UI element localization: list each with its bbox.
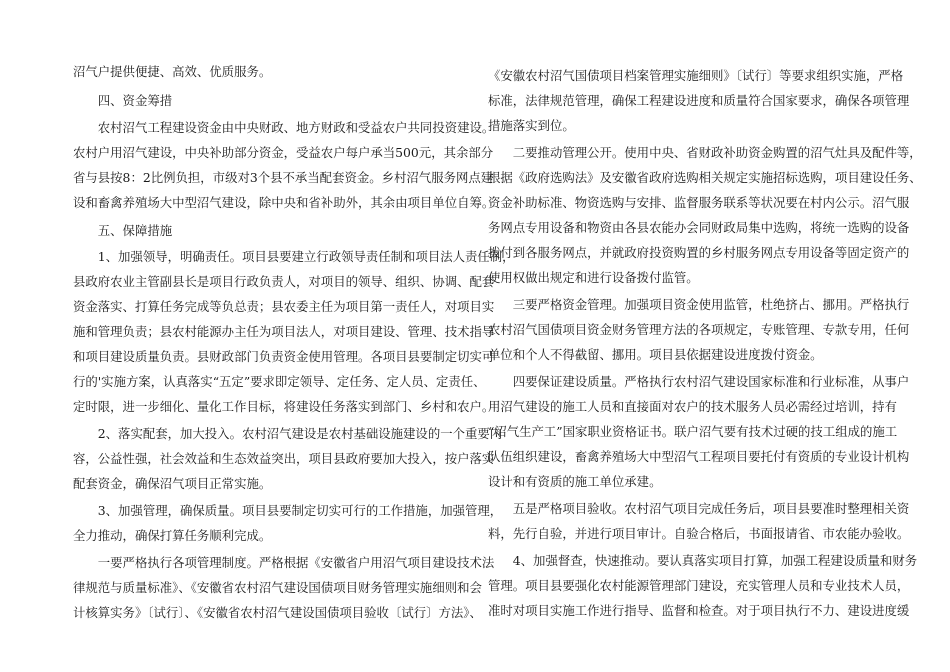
paragraph-line: 三要严格资金管理。加强项目资金使用监管，杜绝挤占、挪用。严格执行 xyxy=(488,297,910,312)
paragraph-line: 拨付到各服务网点，并就政府投资购置的乡村服务网点专用设备等固定资产的 xyxy=(488,245,910,260)
paragraph-line: 4、加强督查，快速推动。要认真落实项目打算，加强工程建设质量和财务 xyxy=(488,553,918,568)
paragraph-line: 二要推动管理公开。使用中央、省财政补助资金购置的沼气灶具及配件等， xyxy=(488,145,922,160)
paragraph-line: 农村户用沼气建设，中央补助部分资金，受益农户每户承当500元，其余部分 xyxy=(73,145,494,160)
paragraph-line: 定时限，进一步细化、量化工作目标，将建设任务落实到部门、乡村和农户。 xyxy=(73,399,495,414)
paragraph-line: 设和畜禽养殖场大中型沼气建设，除中央和省补助外，其余由项目单位自筹。 xyxy=(73,195,495,210)
paragraph-line: 料，先行自验，并进行项目审计。自验合格后，书面报请省、市农能办验收。 xyxy=(488,526,910,541)
paragraph-line: 标准，法律规范管理，确保工程建设进度和质量符合国家要求，确保各项管理 xyxy=(488,93,910,108)
paragraph-line: 律规范与质量标准》、《安徽省农村沼气建设国债项目财务管理实施细则和会 xyxy=(73,580,482,595)
paragraph-line: 农村沼气国债项目资金财务管理方法的各项规定，专账管理、专款专用，任何 xyxy=(488,322,910,337)
paragraph-line: 和项目建设质量负责。县财政部门负责资金使用管理。各项目县要制定切实可 xyxy=(73,349,495,364)
paragraph-line: 农村沼气工程建设资金由中央财政、地方财政和受益农户共同投资建设。 xyxy=(73,120,495,135)
paragraph-line: 1、加强领导，明确责任。项目县要建立行政领导责任制和项目法人责任制， xyxy=(73,249,515,264)
paragraph-line: 措施落实到位。 xyxy=(488,118,575,133)
paragraph-line: 县政府农业主管副县长是项目行政负责人，对项目的领导、组织、协调、配套 xyxy=(73,274,495,289)
paragraph-line: 务网点专用设备和物资由各县农能办会同财政局集中选购，将统一选购的设备 xyxy=(488,220,910,235)
paragraph-line: 用沼气建设的施工人员和直接面对农户的技术服务人员必需经过培训，持有 xyxy=(488,399,897,414)
paragraph-line: 沼气户提供便捷、高效、优质服务。 xyxy=(73,64,272,79)
paragraph-line: 行的'实施方案，认真落实“五定”要求即定领导、定任务、定人员、定责任、 xyxy=(73,374,486,389)
paragraph-line: 单位和个人不得截留、挪用。项目县依据建设进度拨付资金。 xyxy=(488,347,823,362)
paragraph-line: “沼气生产工”国家职业资格证书。联户沼气要有技术过硬的技工组成的施工 xyxy=(488,424,898,439)
paragraph-line: 四要保证建设质量。严格执行农村沼气建设国家标准和行业标准，从事户 xyxy=(488,374,910,389)
paragraph-line: 施和管理负责；县农村能源办主任为项目法人，对项目建设、管理、技术指导 xyxy=(73,324,495,339)
paragraph-line: 队伍组织建设，畜禽养殖场大中型沼气工程项目要托付有资质的专业设计机构 xyxy=(488,449,910,464)
paragraph-line: 设计和有资质的施工单位承建。 xyxy=(488,474,662,489)
section-heading: 五、保障措施 xyxy=(73,223,173,238)
paragraph-line: 一要严格执行各项管理制度。严格根据《安徽省户用沼气项目建设技术法 xyxy=(73,555,495,570)
paragraph-line: 3、加强管理，确保质量。项目县要制定切实可行的工作措施，加强管理， xyxy=(73,503,503,518)
paragraph-line: 资金补助标准、物资选购与安排、监督服务联系等状况要在村内公示。沼气服 xyxy=(488,195,910,210)
paragraph-line: 管理。项目县要强化农村能源管理部门建设，充实管理人员和专业技术人员， xyxy=(488,578,910,593)
paragraph-line: 使用权做出规定和进行设备拨付监管。 xyxy=(488,270,699,285)
section-heading: 四、资金筹措 xyxy=(73,93,173,108)
paragraph-line: 资金落实、打算任务完成等负总责；县农委主任为项目第一责任人，对项目实 xyxy=(73,299,495,314)
paragraph-line: 《安徽农村沼气国债项目档案管理实施细则》〔试行〕等要求组织实施，严格 xyxy=(488,68,904,83)
paragraph-line: 2、落实配套，加大投入。农村沼气建设是农村基础设施建设的一个重要内 xyxy=(73,426,503,441)
paragraph-line: 准时对项目实施工作进行指导、监督和检查。对于项目执行不力、建设进度缓 xyxy=(488,603,910,618)
paragraph-line: 省与县按8：2比例负担，市级对3个县不承当配套资金。乡村沼气服务网点建 xyxy=(73,170,494,185)
paragraph-line: 根据《政府选购法》及安徽省政府选购相关规定实施招标选购，项目建设任务、 xyxy=(488,170,922,185)
paragraph-line: 容，公益性强，社会效益和生态效益突出，项目县政府要加大投入，按户落实 xyxy=(73,451,495,466)
paragraph-line: 计核算实务》〔试行〕、《安徽省农村沼气建设国债项目验收〔试行〕方法》、 xyxy=(73,605,482,620)
paragraph-line: 全力推动，确保打算任务顺利完成。 xyxy=(73,528,272,543)
paragraph-line: 五是严格项目验收。农村沼气项目完成任务后，项目县要准时整理相关资 xyxy=(488,501,910,516)
paragraph-line: 配套资金，确保沼气项目正常实施。 xyxy=(73,476,272,491)
